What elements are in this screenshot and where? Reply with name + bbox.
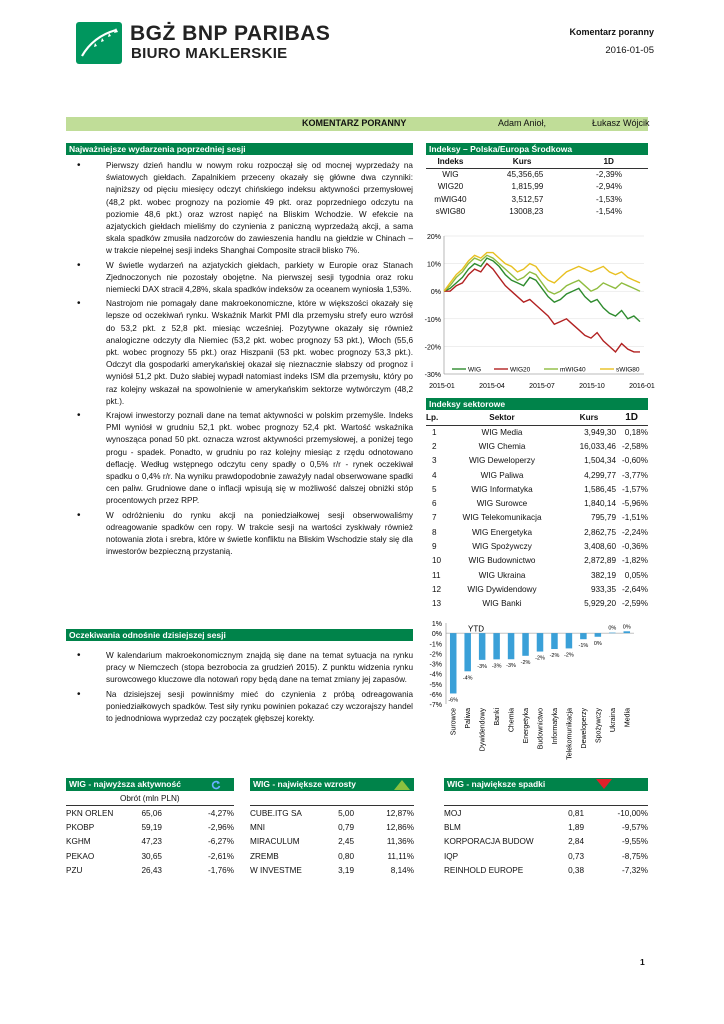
legend-label: sWIG80 [616,366,640,374]
table-cell: 11,11% [387,851,414,861]
table-cell: 4,299,77 [584,470,616,480]
losers-table [444,805,648,878]
table-cell: KGHM [66,837,91,847]
x-tick-label: 2015-01 [429,383,455,390]
table-cell: 1 [432,427,437,437]
sectors-header-cell: 1D [620,411,648,425]
bar-value-label: -3% [491,663,502,670]
table-cell: WIG Dywidendowy [467,584,537,594]
table-cell: 11,36% [386,837,414,847]
table-cell: -1,76% [208,866,234,876]
table-cell: -7,32% [622,866,648,876]
table-cell: -10,00% [617,808,648,818]
table-row [444,849,648,864]
table-cell: -8,75% [622,851,648,861]
table-cell: ZREMB [250,851,279,861]
table-cell: 2,45 [338,837,354,847]
bar [609,633,616,634]
bullet-item: • W odróżnieniu do rynku akcji na poniedziałkowej sesji obserwowaliśmy odreagowanie spadków cen ropy. W trakcie sesji na wartości zyskiwały również notowania złota i srebra, które w świetle konfliktu na Bliskim Wschodzie stały się dla inwestorów bezpieczną przystanią. [66,510,413,559]
table-cell: 3,949,30 [584,427,616,437]
y-tick-label: 0% [431,631,442,639]
table-cell: -2,39% [596,170,622,179]
bar-value-label: -2% [535,655,545,662]
category-label: Paliwa [465,708,473,729]
sectors-header-cell: Kurs [558,411,620,425]
table-cell: 47,23 [141,837,162,847]
table-cell: 0,73 [568,851,584,861]
table-row [66,835,234,850]
indices-table [426,156,648,218]
table-cell: 0,81 [568,808,584,818]
sectors-table [426,411,648,611]
table-cell: 13 [432,599,442,609]
table-row [426,454,648,468]
x-tick-label: 2015-04 [479,383,505,390]
category-label: Surowce [450,708,458,736]
indices-header-cell: 1D [569,156,648,168]
table-cell: PKOBP [66,822,95,832]
table-cell: 12,87% [386,808,414,818]
table-cell: 1,840,14 [584,499,616,509]
table-cell: 5 [432,484,437,494]
table-row [444,820,648,835]
report-title: KOMENTARZ PORANNY [302,118,407,128]
table-cell: CUBE.ITG SA [250,808,302,818]
table-cell: -2,64% [622,584,648,594]
table-cell: 0,05% [624,570,648,580]
sectors-title: Indeksy sektorowe [426,398,648,410]
table-row [250,806,414,821]
category-label: Chemia [508,708,516,733]
category-label: Media [624,708,632,728]
losers-title-text: WIG - największe spadki [447,779,546,789]
table-cell: W INVESTME [250,866,302,876]
table-cell: mWIG40 [434,194,467,204]
author-1: Adam Anioł, [498,118,547,128]
y-tick-label: -6% [429,691,442,699]
table-row [426,496,648,510]
table-cell: -1,82% [622,556,648,566]
bar-value-label: -6% [448,697,459,704]
up-triangle-icon [394,779,410,790]
table-cell: -1,53% [596,194,622,204]
y-tick-label: 20% [426,234,441,241]
table-cell: WIG Deweloperzy [469,456,535,466]
page-number: 1 [640,957,645,967]
table-cell: 3,512,57 [511,194,544,204]
gainers-table [250,805,414,878]
category-label: Ukraina [609,708,617,733]
table-cell: 4 [432,470,437,480]
logo-line2: BIURO MAKLERSKIE [131,45,288,62]
table-cell: -1,57% [622,484,648,494]
table-cell: 2,872,89 [584,556,616,566]
table-cell: -2,61% [208,851,234,861]
table-cell: 30,65 [141,851,162,861]
table-row [426,425,648,439]
table-cell: BLM [444,822,461,832]
bar [551,633,558,649]
logo-mark [76,22,122,64]
bar [522,633,529,656]
table-cell: WIG Media [481,427,523,437]
x-tick-label: 2016-01 [629,383,655,390]
table-cell: PKN ORLEN [66,808,114,818]
table-cell: WIG Budownictwo [468,556,536,566]
y-tick-label: -4% [429,671,442,679]
table-cell: 2,862,75 [584,527,616,537]
table-cell: 5,00 [338,808,354,818]
table-cell: 10 [432,556,442,566]
category-label: Deweloperzy [580,708,588,749]
table-row [426,482,648,496]
author-2: Łukasz Wójcik [592,118,650,128]
indices-header-cell: Indeks [426,156,475,168]
table-cell: -2,59% [622,599,648,609]
category-label: Dywidendowy [479,708,487,752]
table-cell: 26,43 [141,866,162,876]
legend-label: mWIG40 [560,366,586,374]
table-cell: -2,58% [622,441,648,451]
table-cell: -0,60% [622,456,648,466]
table-cell: IQP [444,851,459,861]
doc-date: 2016-01-05 [605,45,654,56]
table-cell: PZU [66,866,83,876]
table-cell: WIG Telekomunikacja [462,513,542,523]
table-row [426,525,648,539]
table-row [250,849,414,864]
table-cell: 9 [432,542,437,552]
bar-value-label: -3% [477,663,488,670]
table-cell: 795,79 [590,513,616,523]
y-tick-label: -2% [429,651,442,659]
table-cell: 2,84 [568,837,584,847]
bar [624,631,631,633]
table-row [426,568,648,582]
losers-title [444,778,648,791]
table-cell: 12 [432,584,442,594]
table-row [426,193,648,206]
table-cell: 65,06 [141,808,162,818]
table-cell: MIRACULUM [250,837,300,847]
table-cell: 0,80 [338,851,354,861]
table-cell: -5,96% [622,499,648,509]
y-tick-label: -20% [424,344,441,352]
expectations-section [66,629,413,727]
table-cell: WIG Banki [482,599,522,609]
series-line-wig20 [444,264,640,352]
category-label: Energetyka [523,708,531,744]
x-tick-label: 2015-10 [579,383,605,390]
table-row [250,820,414,835]
table-cell: 3 [432,456,437,466]
table-row [66,806,234,821]
category-label: Banki [494,708,502,726]
table-cell: 8,14% [390,866,414,876]
bar [508,633,515,659]
events-title: Najważniejsze wydarzenia poprzedniej sesji [66,143,413,155]
chart-title: YTD [468,624,484,634]
table-cell: -1,51% [622,513,648,523]
table-cell: PEKAO [66,851,95,861]
active-title-text: WIG - najwyższa aktywność [69,779,181,789]
table-row [426,181,648,194]
table-cell: MNI [250,822,266,832]
bullet-item: • Pierwszy dzień handlu w nowym roku rozpoczął się od mocnej wyprzedaży na światowych giełdach. Zapalnikiem przeceny okazały się główne dwa czynniki: najniższy od pięciu miesięcy odczyt chińskiego indeksu aktywności przemysłowej (48,2 pkt. wobec prognozy na poziomie 49 pkt. oraz poprzedniego odczytu na poziomie 48,6 pkt.) oraz wzrost napięć na Bliskim Wchodzie. W efekcie na azjatyckich giełdach mieliśmy do czynienia z paniczną wyprzedażą akcji, a sama skala spadków zmusiła nadzorców do zawieszenia handlu na giełdzie w Chinach – w trakcie niepełnej sesji indeks Shanghai Composite stracił blisko 7%. [66,160,413,258]
bar-value-label: 0% [608,625,617,632]
table-cell: 13008,23 [509,207,544,217]
table-cell: 1,586,45 [584,484,616,494]
table-cell: -6,27% [208,837,234,847]
y-tick-label: -30% [424,372,441,379]
table-cell: -2,24% [622,527,648,537]
bar [464,633,471,671]
table-row [444,835,648,850]
table-cell: WIG20 [437,182,464,192]
events-section [66,143,413,561]
sector-ytd-bar-chart [420,618,650,764]
bar [493,633,500,659]
table-row [426,582,648,596]
title-bar [66,117,648,131]
table-cell: -1,54% [596,207,622,217]
table-cell: 5,929,20 [584,599,616,609]
bar-value-label: 0% [622,624,631,631]
table-cell: 0,38 [568,866,584,876]
table-row [444,864,648,879]
table-row [66,820,234,835]
sectors-header-cell: Sektor [446,411,558,425]
table-cell: 12,86% [386,822,414,832]
table-cell: -3,77% [622,470,648,480]
table-cell: sWIG80 [435,207,466,217]
table-cell: -9,57% [622,822,648,832]
category-label: Spożywczy [595,708,603,744]
table-cell: WIG [442,170,459,179]
x-tick-label: 2015-07 [529,383,555,390]
bar [537,633,544,651]
active-subheader: Obrót (mln PLN) [120,794,180,803]
bullet-item: • Na dzisiejszej sesji powinniśmy mieć do czynienia z próbą odreagowania poniedziałkowych spadków. Test siły rynku powinien pokazać czy wczorajszy handel to jednodniowa wyprzedaż czy początek głębszej korekty. [66,689,413,726]
bar-value-label: 0% [593,640,602,647]
table-cell: 16,033,46 [579,441,616,451]
active-block [66,778,234,878]
table-cell: WIG Spożywczy [472,542,532,552]
bar [450,633,457,693]
table-row [426,554,648,568]
y-tick-label: 0% [430,289,441,297]
losers-block [444,778,648,878]
table-cell: WIG Chemia [478,441,526,451]
down-triangle-icon [596,779,612,790]
y-tick-label: -5% [429,681,442,689]
table-cell: 2 [432,441,437,451]
gainers-title [250,778,414,791]
bullet-item: • W kalendarium makroekonomicznym znajdą się dane na temat sytuacja na rynku pracy w Niemczech (stopa bezrobocia za grudzień 2015). Z punktu widzenia rynku surowcowego kluczowe dla notowań ropy będą dane na temat zmiany jej zapasów. [66,650,413,687]
table-cell: WIG Paliwa [480,470,524,480]
table-cell: 933,35 [590,584,616,594]
table-cell: -2,96% [208,822,234,832]
logo-line1: BGŻ BNP PARIBAS [130,22,331,45]
indices-header-cell: Kurs [475,156,569,168]
bar-value-label: -4% [462,675,473,682]
category-label: Informatyka [551,708,559,745]
sectors-header-cell: Lp. [426,411,446,425]
table-row [444,806,648,821]
table-row [426,206,648,219]
events-list [66,160,413,559]
table-cell: MOJ [444,808,462,818]
bullet-item: • Nastrojom nie pomagały dane makroekonomiczne, które w większości okazały się lepsze od oczekiwań rynku. Wskaźnik Markit PMI dla przemysłu strefy euro wzrósł do 53,2 pkt. z 52,8 pkt. miesiąc wcześniej. Pozytywne okazały się również analogiczne odczyty dla Niemiec (53,2 pkt. wobec prognozy 53 pkt.), Włoch (55,6 pkt. wobec prognozy 55 pkt.) oraz Hiszpanii (53 pkt. wobec prognozy 53,3 pkt.). Odczyt dla gospodarki amerykańskiej okazał się nieznacznie słabszy od prognoz i wyniósł 51,2 pkt. Dużo słabiej wypadł natomiast indeks ISM dla przemysłu, który po raz kolejny wskazał na spowolnienie w amerykańskim sektorze wytwórczym (48,2 pkt.). [66,298,413,408]
bar [479,633,486,660]
y-tick-label: -3% [429,661,442,669]
bar [580,633,587,639]
table-row [426,168,648,181]
table-cell: WIG Surowce [476,499,528,509]
table-cell: REINHOLD EUROPE [444,866,524,876]
table-row [426,539,648,553]
table-cell: 45,356,65 [506,170,544,179]
category-label: Telekomunikacja [566,708,574,760]
bar [566,633,573,648]
active-table [66,805,234,878]
table-cell: 11 [432,570,441,580]
table-cell: -4,27% [208,808,234,818]
y-tick-label: -7% [429,702,442,709]
table-cell: 6 [432,499,437,509]
table-row [66,864,234,879]
indices-title: Indeksy – Polska/Europa Środkowa [426,143,648,155]
table-cell: -2,94% [596,182,622,192]
category-label: Budownictwo [537,708,545,750]
table-cell: KORPORACJA BUDOW [444,837,534,847]
table-cell: -9,55% [622,837,648,847]
bar [595,633,602,637]
table-cell: 3,408,60 [584,542,616,552]
expectations-list [66,650,413,725]
table-row [426,439,648,453]
gainers-title-text: WIG - największe wzrosty [253,779,356,789]
y-tick-label: -10% [424,316,441,324]
bar-value-label: -3% [506,663,516,670]
series-line-wig [444,258,640,322]
table-cell: 59,19 [141,822,162,832]
table-row [426,511,648,525]
refresh-icon [211,780,221,790]
table-row [426,597,648,611]
gainers-block [250,778,414,878]
table-cell: WIG Ukraina [478,570,526,580]
table-row [426,468,648,482]
active-title [66,778,234,791]
table-cell: WIG Informatyka [471,484,533,494]
table-cell: 7 [432,513,437,523]
legend-label: WIG [468,366,481,374]
index-line-chart [420,228,655,394]
table-cell: 1,815,99 [511,182,544,192]
bar-value-label: -1% [578,643,589,650]
y-tick-label: 1% [431,621,442,628]
bullet-item: • Krajowi inwestorzy poznali dane na temat aktywności w polskim przemyśle. Indeks PMI wyniósł w grudniu 52,1 pkt. wobec prognozy 52,4 pkt. Wartość wskaźnika wynosząca ponad 50 pkt. oznacza wzrost aktywności przemysłowej, a poniżej tego progu - spadek. Ponadto, w grudniu po raz kolejny miesiąc z rzędu odnotowano deflację. Według wstępnego odczytu ceny spadły o 0,5% r/r - rynek oczekiwał spadku o 0,4% r/r. Na wyniku prawdopodobnie zaważyły nadal obserwowane spadki cen paliw. Grudniowe dane o inflacji wpisują się w możliwość dalszej obniżki stóp procentowych przez RPP. [66,410,413,508]
y-tick-label: 10% [426,261,441,269]
table-cell: 1,89 [568,822,584,832]
table-cell: -0,36% [622,542,648,552]
doc-type: Komentarz poranny [569,27,654,37]
legend-label: WIG20 [510,366,531,374]
table-cell: 0,18% [624,427,648,437]
stars-logo-icon [76,22,122,64]
table-row [66,849,234,864]
table-cell: 3,19 [338,866,354,876]
bar-value-label: -2% [564,652,574,659]
table-row [250,864,414,879]
bar-value-label: -2% [549,653,560,660]
table-cell: WIG Energetyka [471,527,533,537]
table-cell: 8 [432,527,437,537]
y-tick-label: -1% [429,641,442,649]
table-cell: 0,79 [338,822,354,832]
table-row [250,835,414,850]
bar-value-label: -2% [520,659,531,666]
bullet-item: • W świetle wydarzeń na azjatyckich giełdach, parkiety w Europie oraz Stanach Zjednoczonych nie pozostały obojętne. Na pierwszej sesji tygodnia oraz roku niemiecki DAX stracił 4,28%, skala spadków indeksów za oceanem wyniosła 1,53%. [66,260,413,297]
table-cell: 1,504,34 [584,456,616,466]
table-cell: 382,19 [590,570,616,580]
expectations-title: Oczekiwania odnośnie dzisiejszej sesji [66,629,413,641]
